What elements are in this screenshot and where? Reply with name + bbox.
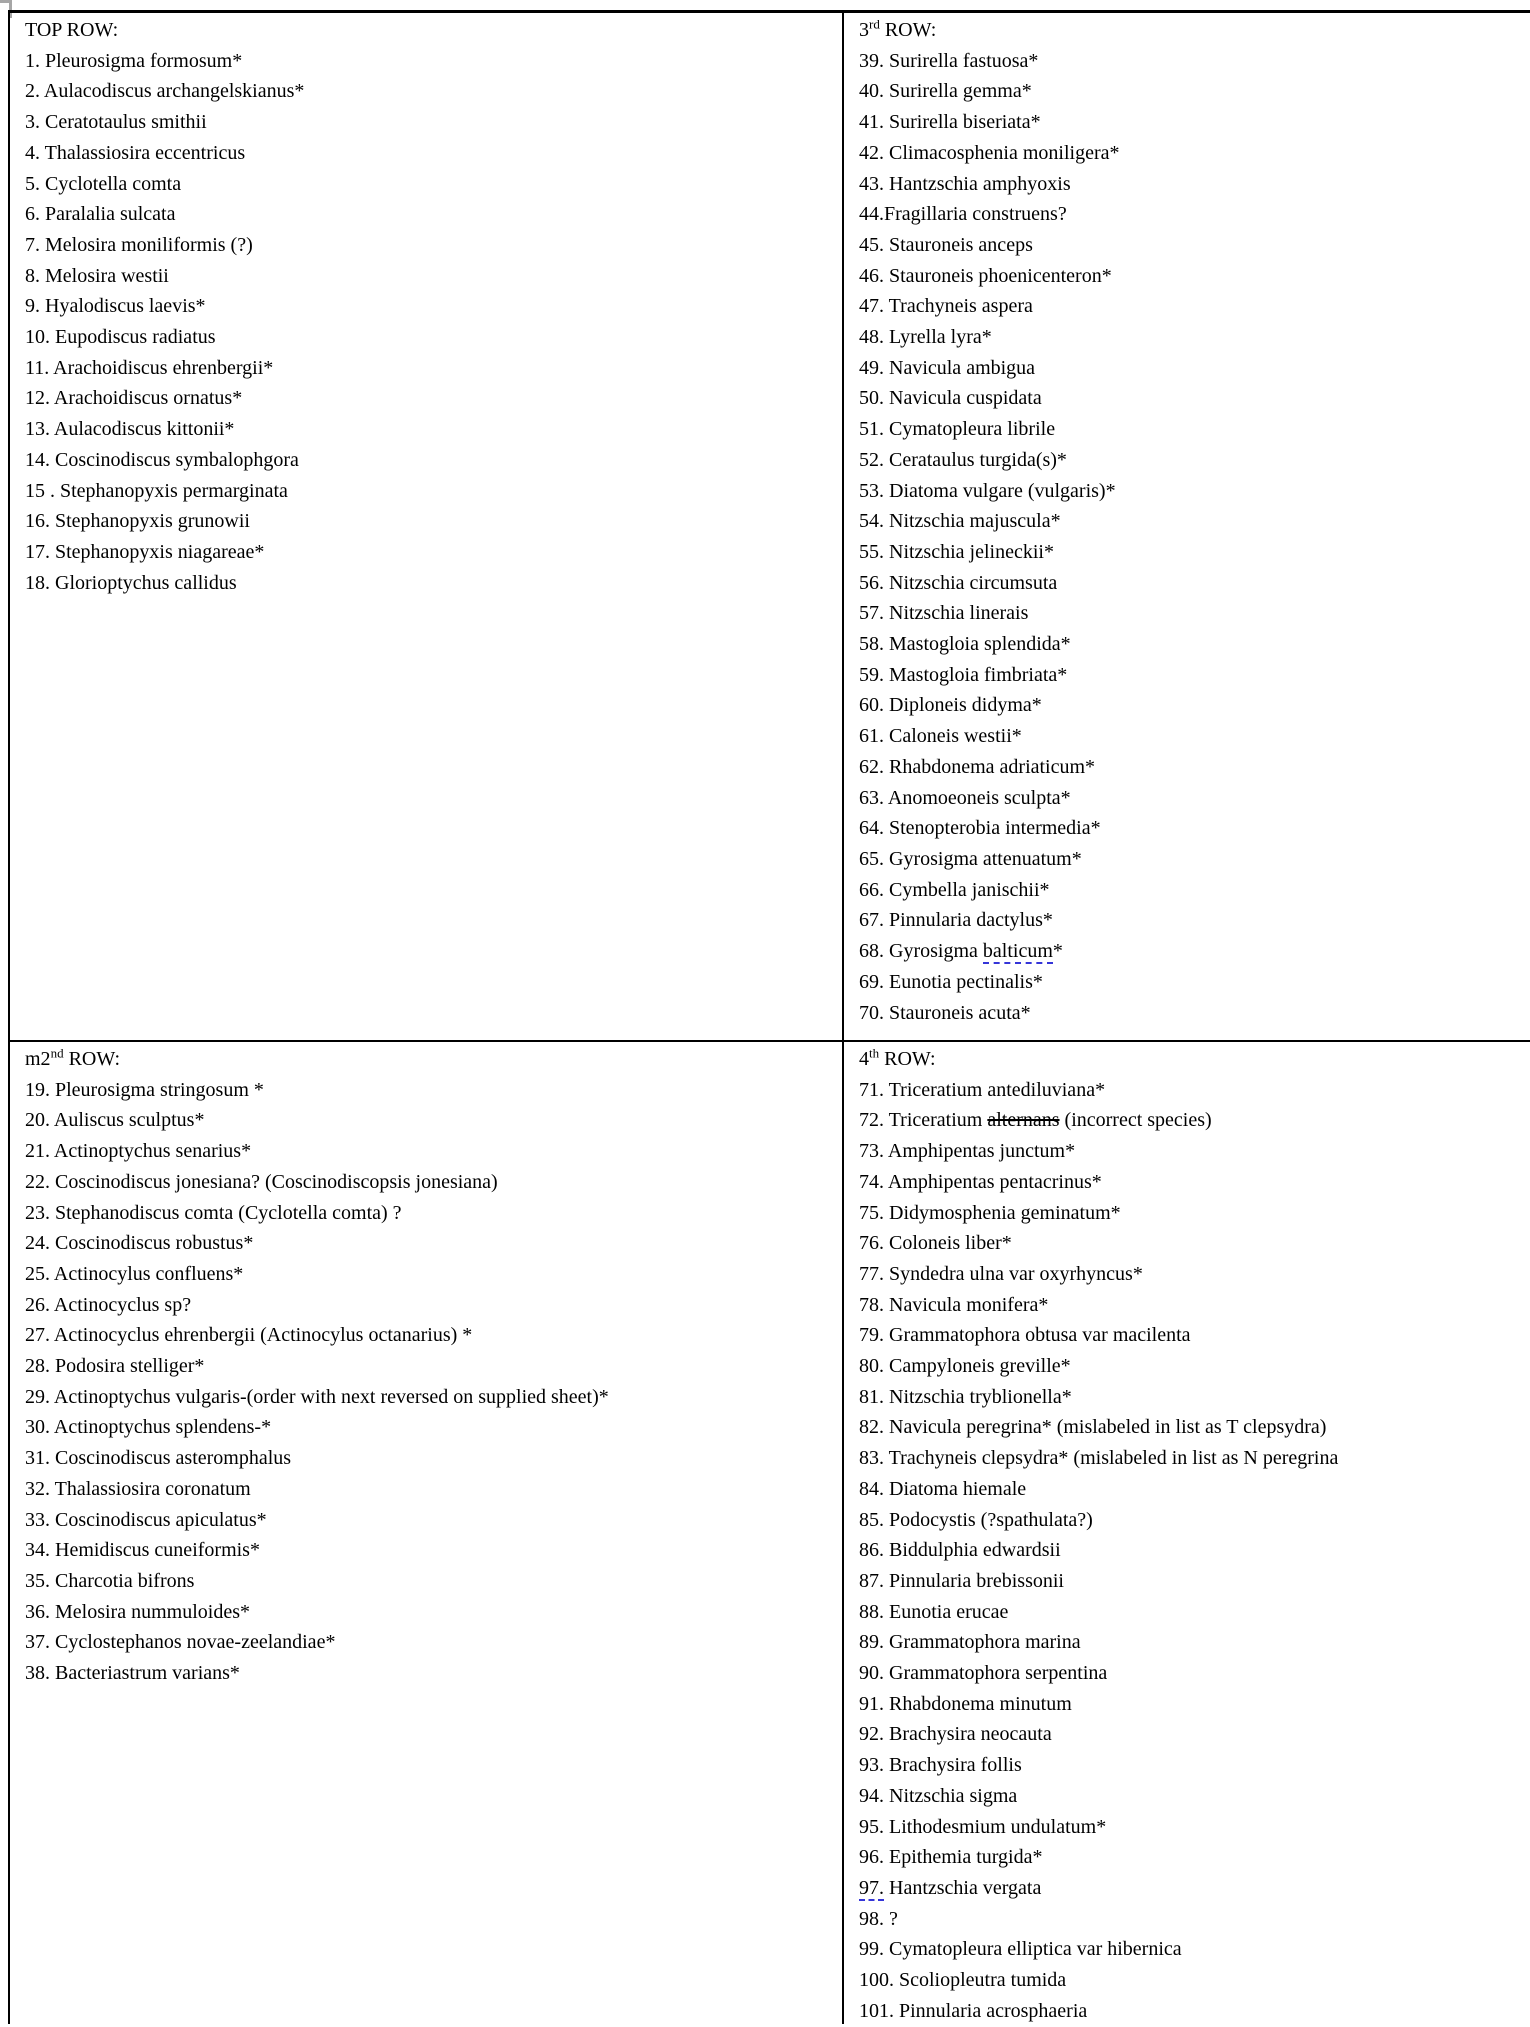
list-item: 87. Pinnularia brebissonii: [859, 1569, 1064, 1592]
row-header-3rd-row: [859, 15, 1529, 46]
list-item: 99. Cymatopleura elliptica var hibernica: [859, 1938, 1182, 1961]
list-item: 9. Hyalodiscus laevis*: [25, 295, 206, 318]
list-item: 2. Aulacodiscus archangelskianus*: [25, 80, 305, 103]
list-item: 101. Pinnularia acrosphaeria: [859, 1999, 1088, 2022]
list-item: 82. Navicula peregrina* (mislabeled in list as T clepsydra): [859, 1416, 1327, 1439]
list-item: 11. Arachoidiscus ehrenbergii*: [25, 356, 274, 379]
list-item: 74. Amphipentas pentacrinus*: [859, 1170, 1102, 1193]
row-header-text: ROW:: [879, 19, 937, 41]
list-item: 75. Didymosphenia geminatum*: [859, 1201, 1121, 1224]
list-item: 5. Cyclotella comta: [25, 172, 182, 195]
list-item: 7. Melosira moniliformis (?): [25, 233, 253, 256]
list-item: 81. Nitzschia tryblionella*: [859, 1385, 1072, 1408]
list-item: 97. Hantzschia vergata: [859, 1876, 1042, 1899]
list-item: 47. Trachyneis aspera: [859, 295, 1033, 318]
list-item: 68. Gyrosigma balticum*: [859, 940, 1063, 963]
list-item: 58. Mastogloia splendida*: [859, 633, 1071, 656]
list-item: 53. Diatoma vulgare (vulgaris)*: [859, 479, 1116, 502]
list-item: 26. Actinocyclus sp?: [25, 1293, 192, 1316]
list-item: 88. Eunotia erucae: [859, 1600, 1009, 1623]
list-item: 96. Epithemia turgida*: [859, 1846, 1043, 1869]
cell-top-row: [10, 13, 840, 598]
list-item: 62. Rhabdonema adriaticum*: [859, 755, 1096, 778]
list-item: 4. Thalassiosira eccentricus: [25, 141, 246, 164]
list-item: 33. Coscinodiscus apiculatus*: [25, 1508, 267, 1531]
list-item: 71. Triceratium antediluviana*: [859, 1078, 1106, 1101]
list-item: 40. Surirella gemma*: [859, 80, 1032, 103]
list-item: 73. Amphipentas junctum*: [859, 1140, 1076, 1163]
cell-2nd-row: [10, 1042, 840, 1689]
row-header-text: ROW:: [63, 1048, 121, 1070]
list-item: 13. Aulacodiscus kittonii*: [25, 418, 235, 441]
row-header-text: 3: [859, 19, 869, 41]
list-item: 21. Actinoptychus senarius*: [25, 1140, 252, 1163]
species-list-top-row: [25, 46, 840, 599]
list-item: 100. Scoliopleutra tumida: [859, 1969, 1067, 1992]
list-item: 42. Climacosphenia moniligera*: [859, 141, 1120, 164]
row-header-text: ROW:: [879, 1048, 936, 1070]
row-header-superscript: rd: [869, 16, 880, 32]
list-item: 67. Pinnularia dactylus*: [859, 909, 1053, 932]
list-item: 1. Pleurosigma formosum*: [25, 49, 243, 72]
list-item: 27. Actinocyclus ehrenbergii (Actinocylus octanarius) *: [25, 1324, 473, 1347]
list-item: 90. Grammatophora serpentina: [859, 1662, 1108, 1685]
list-item: 60. Diploneis didyma*: [859, 694, 1042, 717]
list-item: 46. Stauroneis phoenicenteron*: [859, 264, 1112, 287]
list-item: 49. Navicula ambigua: [859, 356, 1036, 379]
list-item: 61. Caloneis westii*: [859, 725, 1022, 748]
list-item: 84. Diatoma hiemale: [859, 1477, 1027, 1500]
list-item: 86. Biddulphia edwardsii: [859, 1539, 1061, 1562]
list-item: 93. Brachysira follis: [859, 1754, 1022, 1777]
list-item: 54. Nitzschia majuscula*: [859, 510, 1061, 533]
list-item: 83. Trachyneis clepsydra* (mislabeled in list as N peregrina: [859, 1447, 1339, 1470]
list-item: 98. ?: [859, 1907, 898, 1930]
list-item: 19. Pleurosigma stringosum *: [25, 1078, 264, 1101]
row-header-text: 4: [859, 1048, 869, 1070]
list-item: 85. Podocystis (?spathulata?): [859, 1508, 1093, 1531]
list-item: 16. Stephanopyxis grunowii: [25, 510, 250, 533]
list-item: 14. Coscinodiscus symbalophgora: [25, 448, 299, 471]
list-item: 24. Coscinodiscus robustus*: [25, 1232, 254, 1255]
list-item: 79. Grammatophora obtusa var macilenta: [859, 1324, 1191, 1347]
row-header-text: m2: [25, 1048, 51, 1070]
list-item: 63. Anomoeoneis sculpta*: [859, 786, 1071, 809]
list-item: 36. Melosira nummuloides*: [25, 1600, 250, 1623]
list-item: 8. Melosira westii: [25, 264, 169, 287]
list-item: 37. Cyclostephanos novae-zeelandiae*: [25, 1631, 336, 1654]
list-item: 3. Ceratotaulus smithii: [25, 111, 207, 134]
list-item: 77. Syndedra ulna var oxyrhyncus*: [859, 1262, 1143, 1285]
row-header-2nd-row: [25, 1044, 840, 1075]
list-item: 65. Gyrosigma attenuatum*: [859, 847, 1082, 870]
cell-4th-row: [844, 1042, 1529, 2027]
strikethrough-text: alternans: [987, 1109, 1060, 1132]
list-item: 17. Stephanopyxis niagareae*: [25, 540, 265, 563]
list-item: 59. Mastogloia fimbriata*: [859, 663, 1068, 686]
list-item: 45. Stauroneis anceps: [859, 233, 1033, 256]
list-item: 94. Nitzschia sigma: [859, 1784, 1018, 1807]
list-item: 12. Arachoidiscus ornatus*: [25, 387, 243, 410]
spellcheck-underlined-text: 97.: [859, 1876, 884, 1899]
list-item: 43. Hantzschia amphyoxis: [859, 172, 1071, 195]
list-item: 51. Cymatopleura librile: [859, 418, 1056, 441]
list-item: 38. Bacteriastrum varians*: [25, 1662, 240, 1685]
list-item: 22. Coscinodiscus jonesiana? (Coscinodiscopsis jonesiana): [25, 1170, 498, 1193]
list-item: 32. Thalassiosira coronatum: [25, 1477, 251, 1500]
list-item: 70. Stauroneis acuta*: [859, 1001, 1031, 1024]
cell-3rd-row: [844, 13, 1529, 1028]
row-header-top-row: [25, 15, 840, 46]
list-item: 25. Actinocylus confluens*: [25, 1262, 244, 1285]
list-item: 48. Lyrella lyra*: [859, 326, 992, 349]
row-header-superscript: th: [869, 1045, 880, 1061]
spellcheck-underlined-text: balticum: [982, 940, 1053, 963]
list-item: 23. Stephanodiscus comta (Cyclotella comta) ?: [25, 1201, 402, 1224]
list-item: 56. Nitzschia circumsuta: [859, 571, 1058, 594]
list-item: 30. Actinoptychus splendens-*: [25, 1416, 272, 1439]
list-item: 69. Eunotia pectinalis*: [859, 970, 1043, 993]
list-item: 29. Actinoptychus vulgaris-(order with next reversed on supplied sheet)*: [25, 1385, 609, 1408]
row-header-text: TOP ROW:: [25, 19, 119, 41]
list-item: 89. Grammatophora marina: [859, 1631, 1081, 1654]
list-item: 72. Triceratium alternans (incorrect species): [859, 1109, 1212, 1132]
list-item: 28. Podosira stelliger*: [25, 1355, 205, 1378]
list-item: 6. Paralalia sulcata: [25, 203, 176, 226]
list-item: 64. Stenopterobia intermedia*: [859, 817, 1101, 840]
species-list-2nd-row: [25, 1075, 840, 1689]
list-item: 31. Coscinodiscus asteromphalus: [25, 1447, 292, 1470]
row-header-4th-row: [859, 1044, 1529, 1075]
species-list-3rd-row: [859, 46, 1529, 1029]
list-item: 76. Coloneis liber*: [859, 1232, 1012, 1255]
list-item: 95. Lithodesmium undulatum*: [859, 1815, 1107, 1838]
list-item: 80. Campyloneis greville*: [859, 1355, 1071, 1378]
list-item: 39. Surirella fastuosa*: [859, 49, 1039, 72]
row-header-superscript: nd: [50, 1045, 64, 1061]
list-item: 57. Nitzschia linerais: [859, 602, 1029, 625]
list-item: 91. Rhabdonema minutum: [859, 1692, 1072, 1715]
list-item: 35. Charcotia bifrons: [25, 1569, 195, 1592]
species-list-4th-row: [859, 1075, 1529, 2027]
list-item: 10. Eupodiscus radiatus: [25, 326, 216, 349]
list-item: 15 . Stephanopyxis permarginata: [25, 479, 288, 502]
list-item: 34. Hemidiscus cuneiformis*: [25, 1539, 260, 1562]
list-item: 52. Cerataulus turgida(s)*: [859, 448, 1067, 471]
list-item: 50. Navicula cuspidata: [859, 387, 1042, 410]
list-item: 92. Brachysira neocauta: [859, 1723, 1052, 1746]
list-item: 44.Fragillaria construens?: [859, 203, 1067, 226]
list-item: 66. Cymbella janischii*: [859, 878, 1050, 901]
list-item: 20. Auliscus sculptus*: [25, 1109, 205, 1132]
list-item: 78. Navicula monifera*: [859, 1293, 1049, 1316]
list-item: 18. Glorioptychus callidus: [25, 571, 237, 594]
list-item: 55. Nitzschia jelineckii*: [859, 540, 1054, 563]
list-item: 41. Surirella biseriata*: [859, 111, 1041, 134]
